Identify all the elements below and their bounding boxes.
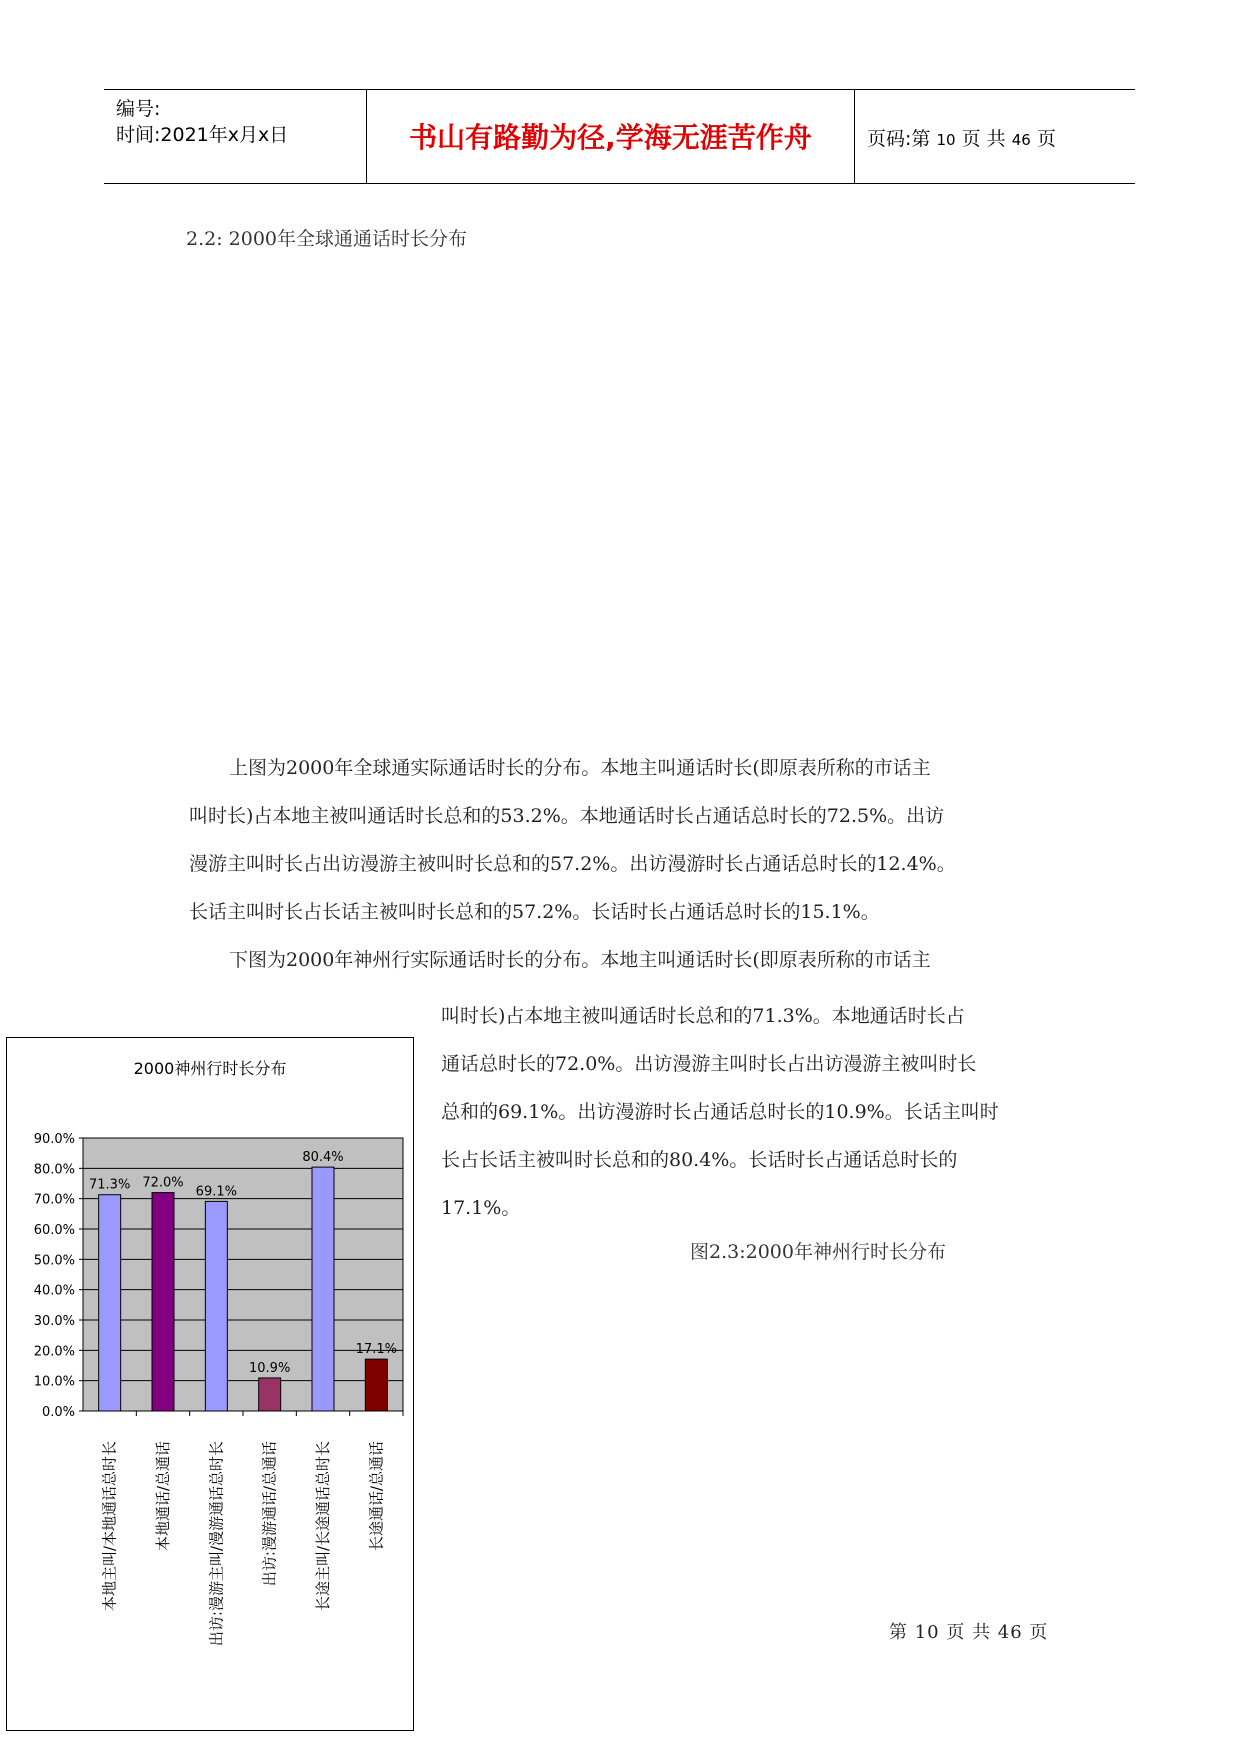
x-category-label: 长途主叫/长途通话总时长 — [314, 1441, 332, 1612]
page-mid: 页 共 — [961, 128, 1006, 150]
para2-line: 叫时长)占本地主被叫通话时长总和的71.3%。本地通话时长占 — [441, 1005, 965, 1027]
para2-line: 长占长话主被叫时长总和的80.4%。长话时长占通话总时长的 — [441, 1149, 958, 1171]
y-tick-label: 60.0% — [33, 1223, 75, 1238]
motto: 书山有路勤为径,学海无涯苦作舟 — [409, 121, 812, 154]
x-category-label: 本地主叫/本地通话总时长 — [100, 1441, 119, 1612]
y-tick-label: 80.0% — [33, 1162, 75, 1178]
para2-line: 通话总时长的72.0%。出访漫游主叫时长占出访漫游主被叫时长 — [441, 1053, 977, 1075]
header-left-cell — [104, 90, 366, 183]
y-tick-label: 40.0% — [33, 1283, 75, 1299]
para1-line: 叫时长)占本地主被叫通话时长总和的53.2%。本地通话时长占通话总时长的72.5%。出访 — [189, 805, 945, 827]
header-table — [104, 89, 1135, 184]
header-page-cell — [855, 90, 1135, 183]
bar — [152, 1193, 174, 1411]
data-label: 17.1% — [355, 1342, 397, 1358]
paragraph-shenzhouxing — [441, 992, 1071, 1232]
bar-chart — [6, 1037, 414, 1731]
data-label: 69.1% — [195, 1184, 237, 1200]
para2-line: 17.1%。 — [441, 1197, 521, 1219]
plot-area — [83, 1138, 403, 1411]
page-prefix: 页码:第 — [867, 128, 931, 150]
y-tick-label: 10.0% — [33, 1374, 75, 1390]
data-label: 10.9% — [249, 1360, 291, 1376]
page-footer: 第 10 页 共 46 页 — [889, 1622, 1049, 1643]
para2-first-line: 下图为2000年神州行实际通话时长的分布。本地主叫通话时长(即原表所称的市话主 — [229, 949, 931, 971]
y-tick-label: 90.0% — [33, 1132, 75, 1147]
x-category-label: 出访:漫游主叫/漫游通话总时长 — [207, 1441, 226, 1647]
page-total: 46 — [1011, 131, 1031, 149]
y-tick-label: 70.0% — [33, 1192, 75, 1208]
time-label: 时间:2021年x月x日 — [116, 124, 289, 146]
section-title: 2.2: 2000年全球通通话时长分布 — [186, 228, 468, 250]
x-category-label: 本地通话/总通话 — [154, 1441, 172, 1552]
figure-caption: 图2.3:2000年神州行时长分布 — [690, 1241, 946, 1263]
bar — [99, 1195, 121, 1411]
bar — [259, 1378, 281, 1411]
para1-line: 漫游主叫时长占出访漫游主被叫时长总和的57.2%。出访漫游时长占通话总时长的12.4%。 — [189, 853, 956, 875]
para2-line: 总和的69.1%。出访漫游时长占通话总时长的10.9%。长话主叫时 — [441, 1101, 999, 1123]
bar — [312, 1167, 334, 1411]
data-label: 80.4% — [302, 1150, 344, 1166]
x-category-label: 长途通话/总通话 — [367, 1441, 386, 1552]
number-label: 编号: — [116, 98, 161, 120]
x-category-label: 出访:漫游通话/总通话 — [260, 1441, 279, 1587]
data-label: 71.3% — [89, 1177, 131, 1193]
bar — [205, 1201, 227, 1411]
para1-line: 长话主叫时长占长话主被叫时长总和的57.2%。长话时长占通话总时长的15.1%。 — [189, 901, 880, 923]
chart-svg — [7, 1038, 413, 1730]
y-tick-label: 30.0% — [33, 1314, 75, 1329]
header-motto-cell — [366, 90, 855, 183]
para1-line: 上图为2000年全球通实际通话时长的分布。本地主叫通话时长(即原表所称的市话主 — [229, 757, 931, 779]
bar — [365, 1359, 387, 1411]
paragraph-global-call — [189, 744, 1069, 984]
y-tick-label: 0.0% — [41, 1405, 75, 1420]
page-suffix: 页 — [1036, 128, 1056, 150]
y-tick-label: 50.0% — [33, 1253, 75, 1269]
page-current: 10 — [936, 131, 956, 149]
page-indicator — [867, 124, 1056, 151]
chart-title: 2000神州行时长分布 — [133, 1059, 287, 1078]
y-tick-label: 20.0% — [33, 1344, 75, 1360]
data-label: 72.0% — [142, 1175, 184, 1191]
